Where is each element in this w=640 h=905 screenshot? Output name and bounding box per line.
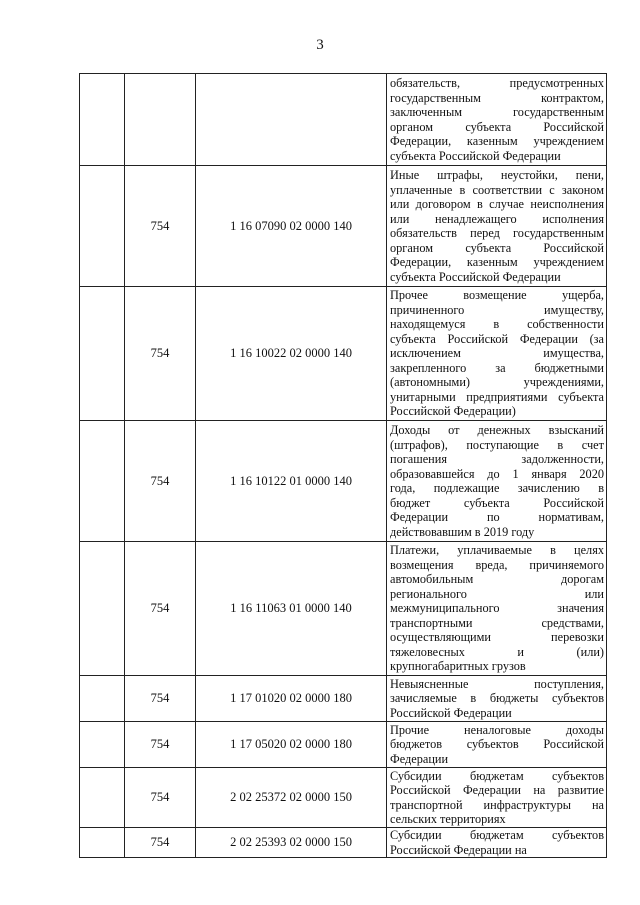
- description-line: (автономными) учреждениями,: [390, 375, 604, 390]
- empty-index-cell: [80, 722, 125, 768]
- table-row: [80, 542, 607, 676]
- description-line: транспортными средствами,: [390, 615, 604, 630]
- budget-code-cell: [196, 74, 387, 166]
- description-line: Иные штрафы, неустойки, пени,: [390, 168, 604, 182]
- description-line: Невыясненные поступления,: [390, 676, 604, 691]
- description-line: осуществляющими перевозки: [390, 630, 604, 645]
- description-cell: [387, 542, 607, 676]
- description-line: регионального или: [390, 586, 604, 601]
- empty-index-cell: [80, 828, 125, 858]
- description-cell: [387, 74, 607, 166]
- description-line: межмуниципального значения: [390, 601, 604, 616]
- description-line: причиненного имуществу,: [390, 302, 604, 317]
- description-text: [387, 168, 606, 284]
- description-line: обязательств перед государственным: [390, 226, 604, 240]
- table-row: [80, 74, 607, 166]
- description-line: Прочие неналоговые доходы: [390, 722, 604, 737]
- budget-code-cell: 2 02 25372 02 0000 150: [196, 768, 387, 828]
- empty-index-cell: [80, 421, 125, 542]
- empty-index-cell: [80, 166, 125, 287]
- description-text: [387, 288, 606, 419]
- description-line: бюджет субъекта Российской: [390, 495, 604, 510]
- description-text: [387, 723, 606, 767]
- description-line: субъекта Российской Федерации (за: [390, 331, 604, 346]
- budget-code-cell: 1 16 07090 02 0000 140: [196, 166, 387, 287]
- description-text: [387, 677, 606, 721]
- budget-code-cell: 1 17 01020 02 0000 180: [196, 676, 387, 722]
- description-line: субъекта Российской Федерации: [390, 269, 561, 284]
- budget-code-cell: 1 16 10022 02 0000 140: [196, 287, 387, 421]
- description-text: [387, 76, 606, 163]
- description-cell: [387, 828, 607, 858]
- description-text: [387, 423, 606, 539]
- description-line: находящемуся в собственности: [390, 317, 604, 332]
- description-line: Российской Федерации на: [390, 842, 527, 857]
- admin-code-cell: 754: [125, 421, 196, 542]
- description-line: Субсидии бюджетам субъектов: [390, 828, 604, 842]
- description-line: транспортной инфраструктуры на: [390, 797, 604, 812]
- empty-index-cell: [80, 74, 125, 166]
- description-line: унитарными предприятиями субъекта: [390, 389, 604, 404]
- description-cell: [387, 421, 607, 542]
- description-line: крупногабаритных грузов: [390, 659, 526, 674]
- description-line: года, подлежащие зачислению в: [390, 481, 604, 495]
- description-line: уплаченные в соответствии с законом: [390, 182, 604, 197]
- revenue-codes-table: [79, 73, 607, 858]
- description-line: (штрафов), поступающие в счет: [390, 437, 604, 452]
- description-cell: [387, 722, 607, 768]
- description-line: действовавшим в 2019 году: [390, 524, 535, 539]
- admin-code-cell: 754: [125, 676, 196, 722]
- table-body: [80, 74, 607, 858]
- description-line: закрепленного за бюджетными: [390, 360, 604, 375]
- description-line: тяжеловесных и (или): [390, 644, 604, 659]
- description-line: обязательств, предусмотренных: [390, 76, 604, 90]
- description-line: или договором в случае неисполнения: [390, 197, 604, 211]
- table-row: [80, 166, 607, 287]
- admin-code-cell: 754: [125, 166, 196, 287]
- page-number: 3: [316, 37, 324, 53]
- description-line: органом субъекта Российской: [390, 240, 604, 255]
- admin-code-cell: [125, 74, 196, 166]
- description-line: Субсидии бюджетам субъектов: [390, 768, 604, 783]
- budget-code-cell: 1 16 11063 01 0000 140: [196, 542, 387, 676]
- description-line: Российской Федерации на развитие: [390, 783, 604, 797]
- table-row: [80, 828, 607, 858]
- description-line: зачисляемые в бюджеты субъектов: [390, 691, 604, 706]
- description-line: заключенным государственным: [390, 105, 604, 119]
- admin-code-cell: 754: [125, 542, 196, 676]
- admin-code-cell: 754: [125, 287, 196, 421]
- description-line: Платежи, уплачиваемые в целях: [390, 543, 604, 558]
- table-row: [80, 676, 607, 722]
- description-line: образовавшейся до 1 января 2020: [390, 466, 604, 481]
- description-line: сельских территориях: [390, 812, 506, 826]
- description-line: Российской Федерации): [390, 404, 516, 419]
- description-text: [387, 769, 606, 827]
- description-line: или ненадлежащего исполнения: [390, 211, 604, 226]
- admin-code-cell: 754: [125, 768, 196, 828]
- empty-index-cell: [80, 287, 125, 421]
- description-line: Федерации, казенным учреждением: [390, 134, 604, 148]
- empty-index-cell: [80, 676, 125, 722]
- table-row: [80, 287, 607, 421]
- budget-code-cell: 2 02 25393 02 0000 150: [196, 828, 387, 858]
- empty-index-cell: [80, 768, 125, 828]
- description-line: Доходы от денежных взысканий: [390, 423, 604, 437]
- description-line: органом субъекта Российской: [390, 119, 604, 134]
- description-line: Российской Федерации: [390, 705, 512, 720]
- description-line: государственным контрактом,: [390, 90, 604, 105]
- description-line: Федерации: [390, 751, 449, 766]
- budget-code-cell: 1 16 10122 01 0000 140: [196, 421, 387, 542]
- description-line: Федерации по нормативам,: [390, 510, 604, 524]
- description-text: [387, 543, 606, 674]
- table-row: [80, 768, 607, 828]
- description-cell: [387, 768, 607, 828]
- description-line: Федерации, казенным учреждением: [390, 255, 604, 269]
- description-text: [387, 828, 606, 857]
- budget-code-cell: 1 17 05020 02 0000 180: [196, 722, 387, 768]
- description-line: автомобильным дорогам: [390, 572, 604, 587]
- description-line: погашения задолженности,: [390, 452, 604, 466]
- description-cell: [387, 166, 607, 287]
- admin-code-cell: 754: [125, 722, 196, 768]
- description-line: возмещения вреда, причиняемого: [390, 557, 604, 572]
- description-line: Прочее возмещение ущерба,: [390, 288, 604, 303]
- table-row: [80, 421, 607, 542]
- description-cell: [387, 287, 607, 421]
- description-line: исключением имущества,: [390, 346, 604, 361]
- description-cell: [387, 676, 607, 722]
- description-line: субъекта Российской Федерации: [390, 148, 561, 163]
- empty-index-cell: [80, 542, 125, 676]
- description-line: бюджетов субъектов Российской: [390, 737, 604, 752]
- table-row: [80, 722, 607, 768]
- admin-code-cell: 754: [125, 828, 196, 858]
